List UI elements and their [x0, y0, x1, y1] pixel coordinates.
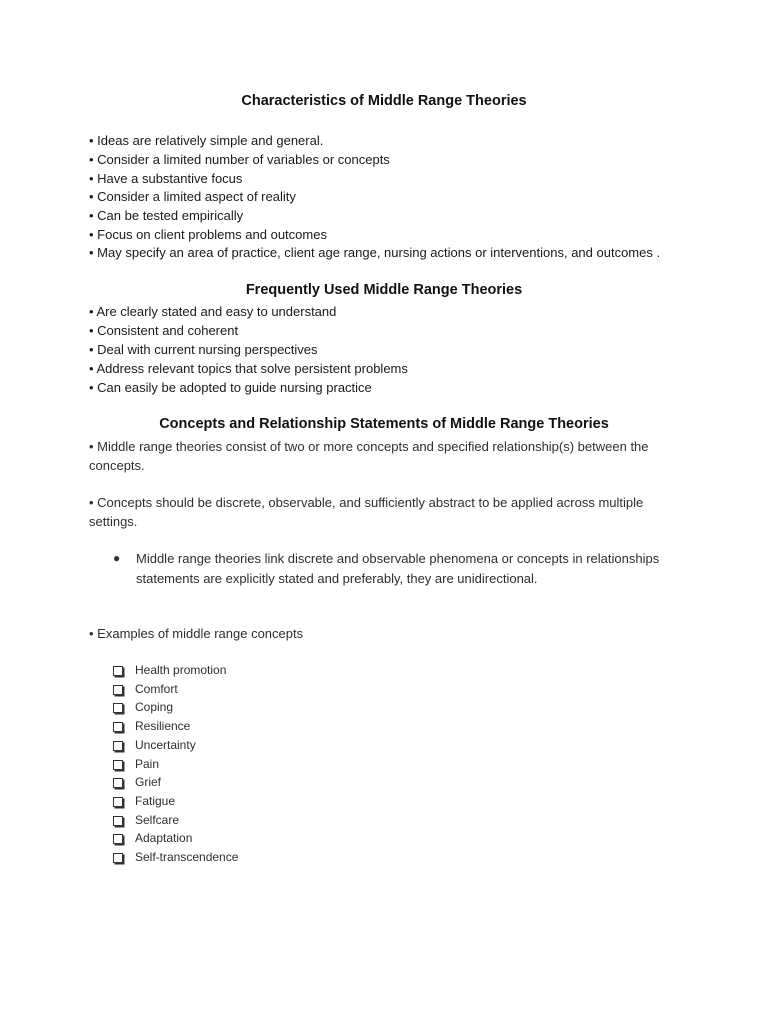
checklist-item [113, 661, 226, 680]
checkbox-icon [113, 703, 123, 713]
section-title-frequently-used: Frequently Used Middle Range Theories [245, 282, 523, 298]
list-item: • Have a substantive focus [89, 171, 243, 186]
checklist-item [113, 680, 178, 699]
checklist-label: Fatigue [135, 794, 176, 808]
checkbox-icon [113, 722, 123, 732]
checklist-label: Comfort [135, 682, 178, 696]
checklist-item [113, 736, 196, 755]
checkbox-icon [113, 666, 123, 676]
checklist-label: Grief [135, 775, 162, 789]
list-item: • Can easily be adopted to guide nursing practice [89, 380, 372, 395]
checklist-item [113, 717, 190, 736]
list-item: • Focus on client problems and outcomes [89, 227, 327, 242]
checklist-item [113, 848, 238, 867]
checkbox-icon [113, 778, 123, 788]
checklist-label: Resilience [135, 719, 191, 733]
list-item: • Consider a limited number of variables or concepts [89, 152, 390, 167]
bullet-icon: ● [113, 551, 121, 565]
paragraph: • Concepts should be discrete, observable, and sufficiently abstract to be applied across multiple settings. [89, 495, 644, 529]
checklist-label: Adaptation [135, 831, 193, 845]
section-title-characteristics: Characteristics of Middle Range Theories [241, 93, 527, 109]
checklist-label: Uncertainty [135, 738, 196, 752]
checkbox-icon [113, 741, 123, 751]
list-item: • May specify an area of practice, client age range, nursing actions or interventions, and outcomes . [89, 245, 661, 260]
list-item: • Ideas are relatively simple and general. [89, 133, 324, 148]
list-item: • Consistent and coherent [89, 323, 239, 338]
checkbox-icon [113, 760, 123, 770]
checklist-item [113, 792, 175, 811]
list-item: • Can be tested empirically [89, 208, 244, 223]
checkbox-icon [113, 797, 123, 807]
checklist-label: Selfcare [135, 813, 180, 827]
list-item: • Address relevant topics that solve persistent problems [89, 361, 408, 376]
checkbox-icon [113, 853, 123, 863]
section-title-concepts: Concepts and Relationship Statements of Middle Range Theories [159, 416, 609, 432]
checklist-label: Self-transcendence [135, 850, 239, 864]
checkbox-icon [113, 816, 123, 826]
checklist-item [113, 829, 192, 848]
bullet-paragraph: Middle range theories link discrete and observable phenomena or concepts in relationships statements are explicitly stated and preferably, they are unidirectional. [136, 551, 660, 586]
checkbox-icon [113, 685, 123, 695]
checklist-label: Health promotion [135, 663, 227, 677]
examples-intro: • Examples of middle range concepts [89, 626, 304, 641]
list-item: • Deal with current nursing perspectives [89, 342, 318, 357]
checklist-item [113, 755, 159, 774]
checklist-item [113, 811, 179, 830]
paragraph: • Middle range theories consist of two or more concepts and specified relationship(s) between the concepts. [89, 439, 649, 473]
checklist-label: Coping [135, 700, 174, 714]
checklist-item [113, 698, 173, 717]
list-item: • Are clearly stated and easy to understand [89, 304, 337, 319]
checklist-label: Pain [135, 757, 160, 771]
list-item: • Consider a limited aspect of reality [89, 189, 296, 204]
checkbox-icon [113, 834, 123, 844]
checklist-item [113, 773, 161, 792]
